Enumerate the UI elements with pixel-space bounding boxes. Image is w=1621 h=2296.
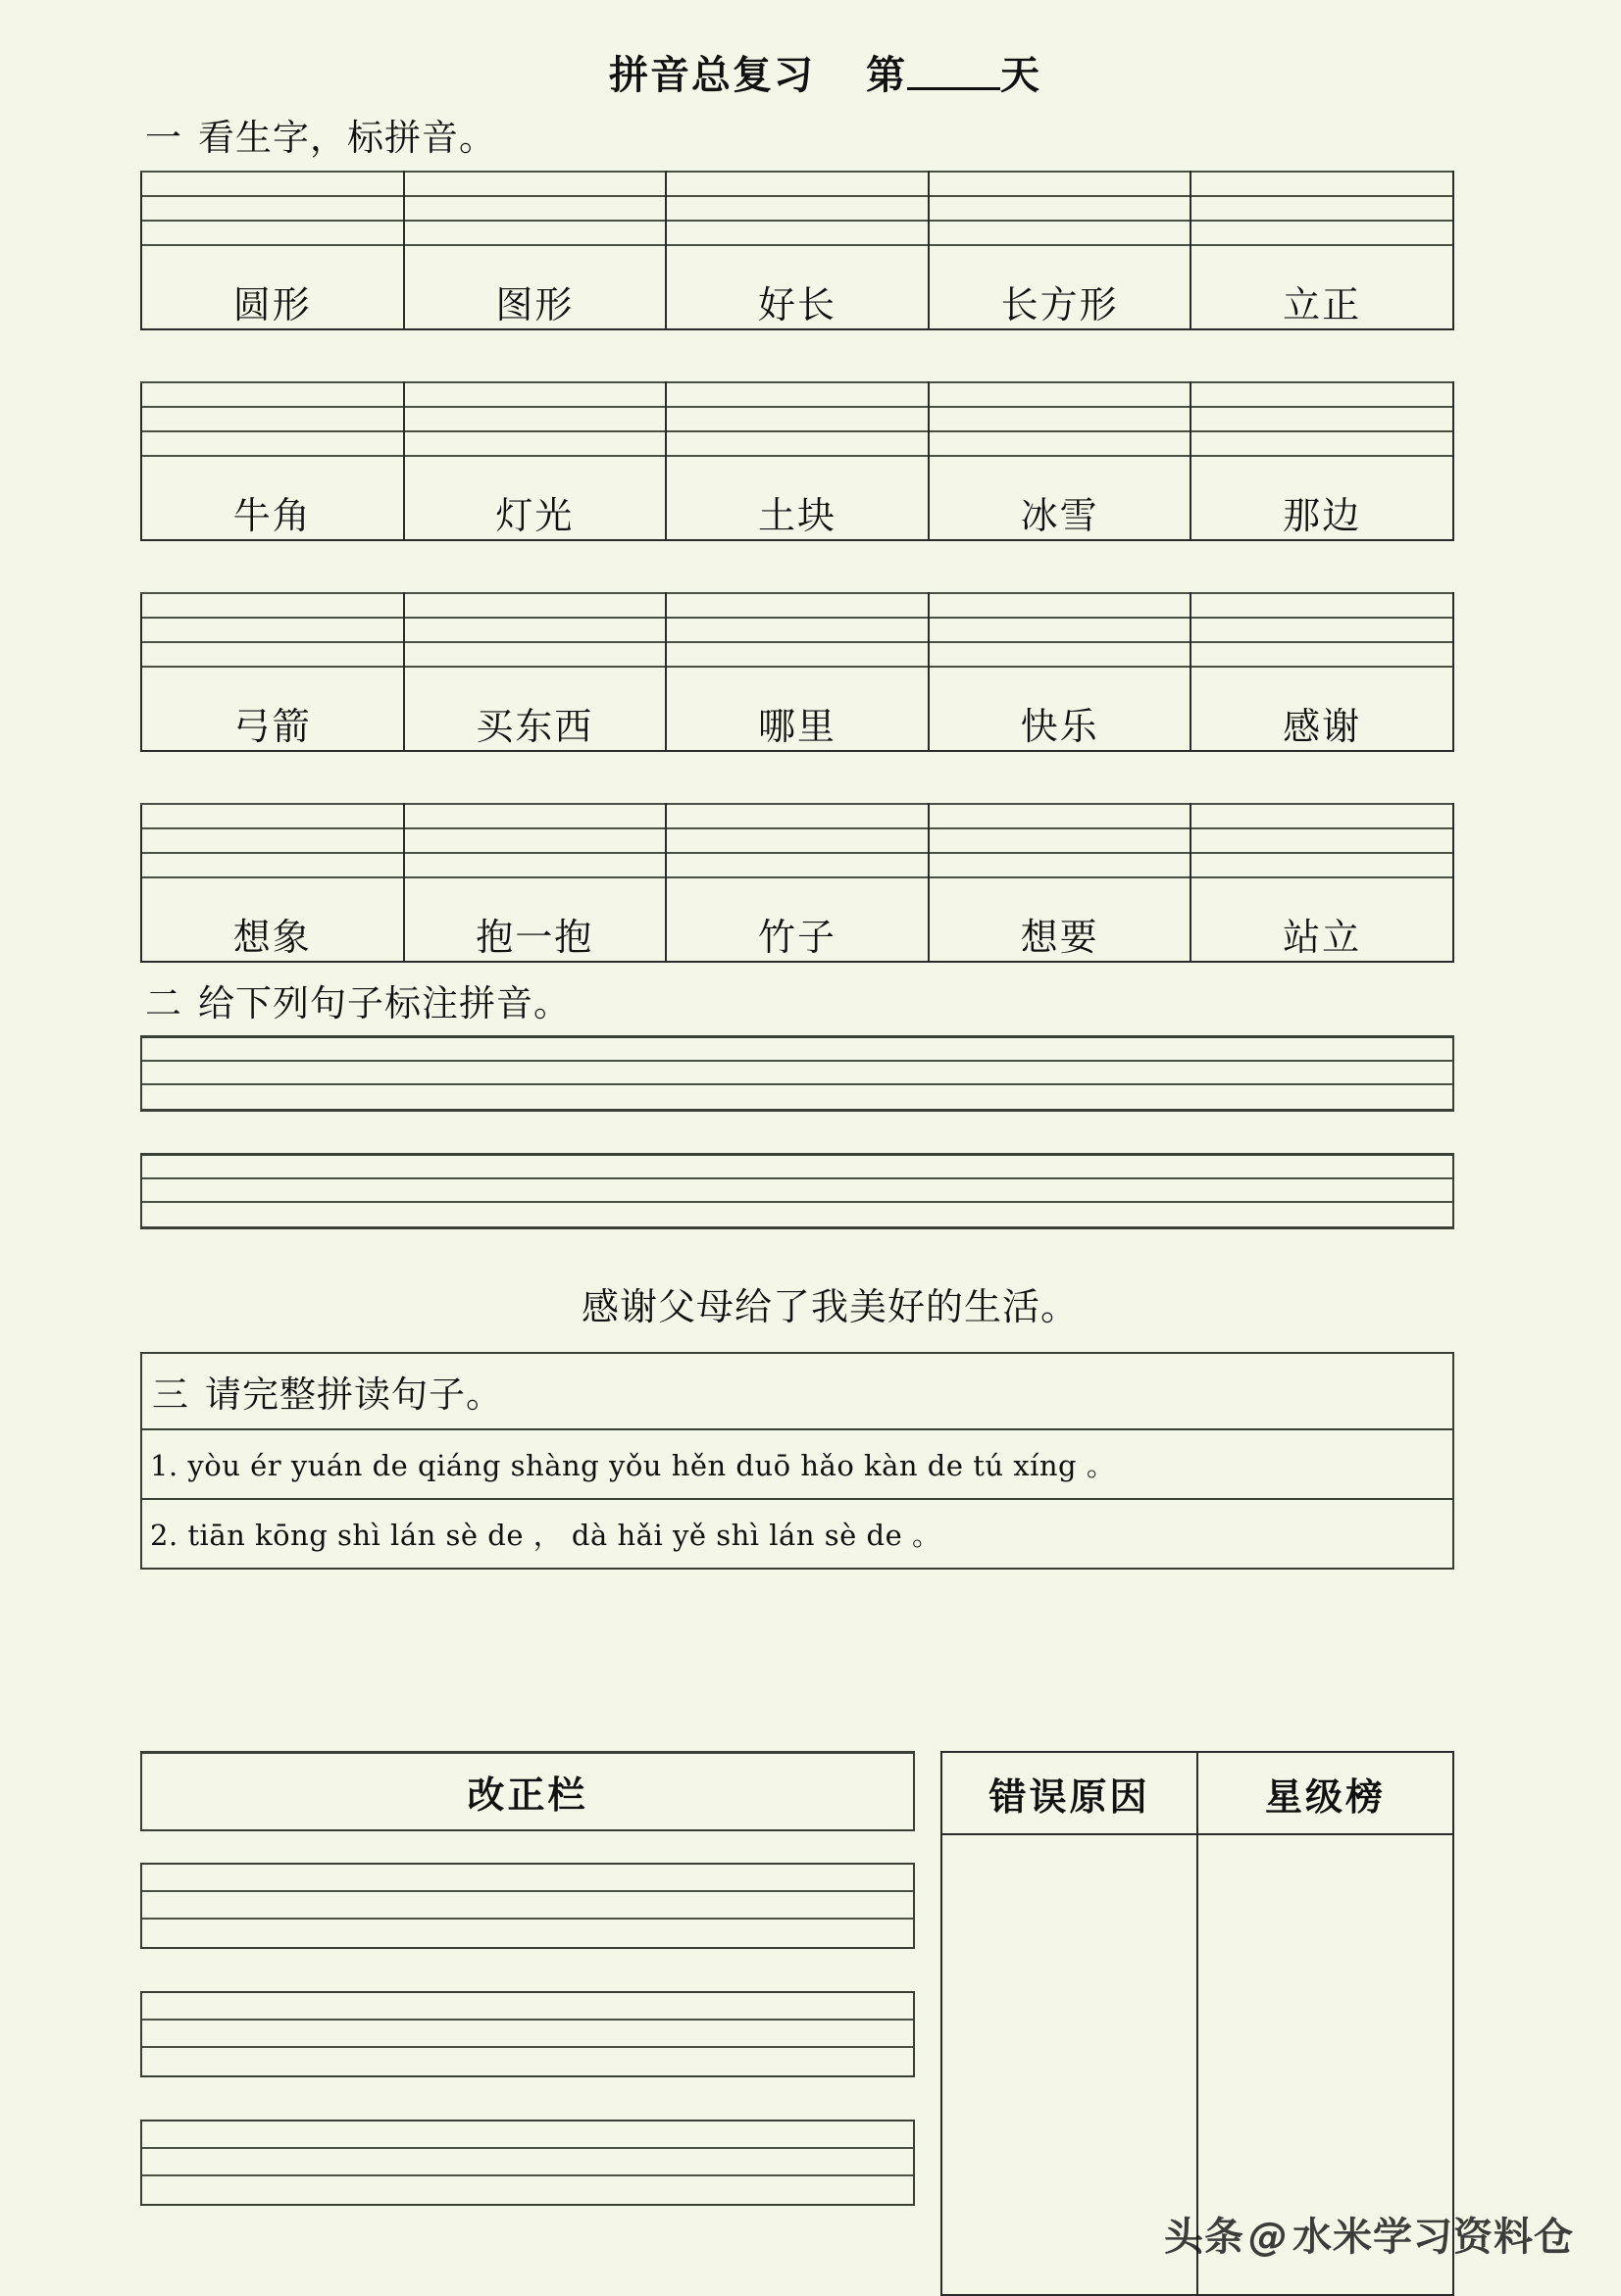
write-line[interactable] — [142, 1203, 1452, 1226]
write-line[interactable] — [142, 1085, 1452, 1109]
word-cell: 圆形 — [141, 246, 404, 329]
watermark-at-symbol: @ — [1248, 2215, 1289, 2260]
pinyin-write-cell[interactable] — [1190, 804, 1453, 878]
write-line[interactable] — [667, 805, 928, 829]
word-cell: 想要 — [929, 878, 1191, 962]
write-line[interactable] — [405, 383, 666, 408]
write-line[interactable] — [1191, 854, 1452, 878]
pinyin-write-cell[interactable] — [929, 172, 1191, 246]
word-table-row-4 — [140, 803, 1454, 963]
write-line[interactable] — [142, 2021, 913, 2048]
write-line[interactable] — [405, 619, 666, 643]
pinyin-write-cell[interactable] — [404, 382, 667, 457]
pinyin-write-cell[interactable] — [666, 382, 929, 457]
write-line[interactable] — [1191, 829, 1452, 854]
section-label-2: 给下列句子标注拼音。 — [198, 983, 571, 1024]
watermark-platform: 头条 — [1164, 2215, 1244, 2260]
word-table-row-1 — [140, 171, 1454, 330]
write-line[interactable] — [142, 432, 403, 457]
word-cell: 图形 — [404, 246, 667, 329]
word-row — [141, 457, 1453, 540]
correction-header: 改正栏 — [140, 1751, 915, 1831]
write-line[interactable] — [930, 173, 1190, 197]
write-line[interactable] — [405, 173, 666, 197]
spacer — [0, 1112, 1621, 1153]
title-day-prefix: 第 — [866, 53, 907, 97]
write-line[interactable] — [142, 2121, 913, 2149]
write-line[interactable] — [142, 829, 403, 854]
write-line[interactable] — [405, 805, 666, 829]
pinyin-write-cell[interactable] — [929, 804, 1191, 878]
error-reason-cell[interactable] — [941, 1834, 1197, 2295]
write-line[interactable] — [930, 222, 1190, 246]
sentence-pinyin-block-1[interactable] — [140, 1035, 1454, 1112]
write-line[interactable] — [1191, 383, 1452, 408]
write-line[interactable] — [1191, 805, 1452, 829]
word-cell: 抱一抱 — [404, 878, 667, 962]
write-line[interactable] — [142, 1892, 913, 1920]
section-number-2: 二 — [145, 983, 182, 1024]
write-line[interactable] — [930, 619, 1190, 643]
write-line[interactable] — [667, 222, 928, 246]
write-line[interactable] — [405, 197, 666, 222]
write-line[interactable] — [405, 408, 666, 432]
section-label-1: 看生字，标拼音。 — [198, 119, 496, 159]
write-line[interactable] — [405, 854, 666, 878]
pinyin-write-cell[interactable] — [666, 804, 929, 878]
write-line[interactable] — [1191, 408, 1452, 432]
section-heading-1 — [145, 119, 1621, 161]
spacer — [0, 541, 1621, 592]
write-line[interactable] — [930, 643, 1190, 668]
correction-block[interactable] — [140, 1991, 915, 2077]
word-table-row-2 — [140, 381, 1454, 541]
watermark-account: 水米学习资料仓 — [1292, 2215, 1574, 2260]
word-cell: 快乐 — [929, 668, 1191, 751]
write-line[interactable] — [930, 594, 1190, 619]
correction-column — [140, 1751, 915, 2296]
write-line[interactable] — [667, 854, 928, 878]
word-cell: 站立 — [1190, 878, 1453, 962]
write-line[interactable] — [667, 619, 928, 643]
word-cell: 好长 — [666, 246, 929, 329]
write-line[interactable] — [930, 829, 1190, 854]
word-row — [141, 668, 1453, 751]
write-line[interactable] — [667, 173, 928, 197]
word-cell: 竹子 — [666, 878, 929, 962]
word-cell: 冰雪 — [929, 457, 1191, 540]
write-line[interactable] — [142, 408, 403, 432]
sentence-pinyin-block-2[interactable] — [140, 1153, 1454, 1229]
pinyin-write-cell[interactable] — [1190, 593, 1453, 668]
write-line[interactable] — [1191, 222, 1452, 246]
write-line[interactable] — [142, 222, 403, 246]
section-3-box — [140, 1352, 1454, 1570]
word-cell: 感谢 — [1190, 668, 1453, 751]
pinyin-write-cell[interactable] — [141, 804, 404, 878]
pinyin-sentence-2: 2. tiān kōng shì lán sè de ， dà hǎi yě shì lán sè de 。 — [150, 1519, 941, 1553]
write-line[interactable] — [930, 197, 1190, 222]
write-line[interactable] — [142, 383, 403, 408]
word-cell: 那边 — [1190, 457, 1453, 540]
write-line[interactable] — [142, 1156, 1452, 1179]
write-line[interactable] — [930, 854, 1190, 878]
page-title — [0, 0, 1621, 97]
pinyin-write-cell[interactable] — [929, 382, 1191, 457]
write-line[interactable] — [667, 383, 928, 408]
write-line[interactable] — [405, 829, 666, 854]
error-reason-header: 错误原因 — [941, 1752, 1197, 1834]
write-line[interactable] — [142, 805, 403, 829]
write-line[interactable] — [405, 432, 666, 457]
write-line[interactable] — [142, 1038, 1452, 1062]
word-cell: 立正 — [1190, 246, 1453, 329]
pinyin-write-cell[interactable] — [1190, 382, 1453, 457]
write-line[interactable] — [1191, 432, 1452, 457]
write-line[interactable] — [142, 594, 403, 619]
write-line[interactable] — [142, 2176, 913, 2204]
pinyin-write-cell[interactable] — [404, 172, 667, 246]
word-cell: 灯光 — [404, 457, 667, 540]
write-line[interactable] — [142, 197, 403, 222]
write-line[interactable] — [667, 594, 928, 619]
pinyin-write-cell[interactable] — [141, 172, 404, 246]
word-cell: 哪里 — [666, 668, 929, 751]
correction-block[interactable] — [140, 2120, 915, 2206]
pinyin-write-cell[interactable] — [666, 172, 929, 246]
star-rank-header: 星级榜 — [1197, 1752, 1453, 1834]
write-line[interactable] — [405, 594, 666, 619]
pinyin-write-cell[interactable] — [141, 593, 404, 668]
pinyin-write-cell[interactable] — [404, 804, 667, 878]
write-line[interactable] — [930, 408, 1190, 432]
write-line[interactable] — [667, 432, 928, 457]
write-line[interactable] — [142, 643, 403, 668]
answer-sentence: 感谢父母给了我美好的生活。 — [581, 1287, 1079, 1329]
write-line[interactable] — [142, 619, 403, 643]
word-cell: 想象 — [141, 878, 404, 962]
spacer — [0, 330, 1621, 381]
section-heading-2 — [145, 984, 1621, 1026]
write-line[interactable] — [1191, 173, 1452, 197]
section-label-3: 请完整拼读句子。 — [205, 1375, 503, 1417]
section-number-1: 一 — [145, 119, 182, 159]
write-line[interactable] — [930, 383, 1190, 408]
pinyin-write-cell[interactable] — [141, 382, 404, 457]
write-line[interactable] — [667, 829, 928, 854]
pinyin-write-cell[interactable] — [404, 593, 667, 668]
word-table-row-3 — [140, 592, 1454, 752]
write-line[interactable] — [142, 1993, 913, 2021]
write-line[interactable] — [142, 854, 403, 878]
pinyin-lines-row — [141, 382, 1453, 457]
write-line[interactable] — [930, 805, 1190, 829]
write-line[interactable] — [405, 643, 666, 668]
pinyin-lines-row — [141, 593, 1453, 668]
write-line[interactable] — [667, 197, 928, 222]
word-cell: 牛角 — [141, 457, 404, 540]
pinyin-lines-row — [141, 804, 1453, 878]
write-line[interactable] — [1191, 643, 1452, 668]
section-heading-3 — [142, 1354, 1452, 1430]
word-row — [141, 878, 1453, 962]
write-line[interactable] — [930, 432, 1190, 457]
word-row — [141, 246, 1453, 329]
score-table-header-row — [941, 1752, 1453, 1834]
write-line[interactable] — [1191, 619, 1452, 643]
title-day-suffix: 天 — [1000, 53, 1041, 97]
write-line[interactable] — [142, 2048, 913, 2075]
write-line[interactable] — [1191, 197, 1452, 222]
write-line[interactable] — [142, 2149, 913, 2176]
watermark — [1164, 2206, 1574, 2262]
word-cell: 长方形 — [929, 246, 1191, 329]
word-cell: 弓箭 — [141, 668, 404, 751]
correction-block[interactable] — [140, 1863, 915, 1949]
write-line[interactable] — [405, 222, 666, 246]
write-line[interactable] — [667, 408, 928, 432]
pinyin-write-cell[interactable] — [1190, 172, 1453, 246]
section-number-3: 三 — [152, 1375, 189, 1417]
word-cell: 买东西 — [404, 668, 667, 751]
write-line[interactable] — [142, 1865, 913, 1892]
word-cell: 土块 — [666, 457, 929, 540]
pinyin-write-cell[interactable] — [929, 593, 1191, 668]
title-day-blank[interactable] — [907, 87, 1000, 90]
correction-writing-area — [140, 1863, 915, 2206]
write-line[interactable] — [142, 1062, 1452, 1085]
pinyin-write-cell[interactable] — [666, 593, 929, 668]
pinyin-lines-row — [141, 172, 1453, 246]
write-line[interactable] — [142, 173, 403, 197]
title-main-text: 拼音总复习 — [609, 53, 815, 97]
write-line[interactable] — [1191, 594, 1452, 619]
write-line[interactable] — [667, 643, 928, 668]
write-line[interactable] — [142, 1920, 913, 1947]
pinyin-sentence-1: 1. yòu ér yuán de qiáng shàng yǒu hěn duō hǎo kàn de tú xíng 。 — [142, 1430, 1452, 1500]
write-line[interactable] — [142, 1179, 1452, 1203]
spacer — [0, 752, 1621, 803]
